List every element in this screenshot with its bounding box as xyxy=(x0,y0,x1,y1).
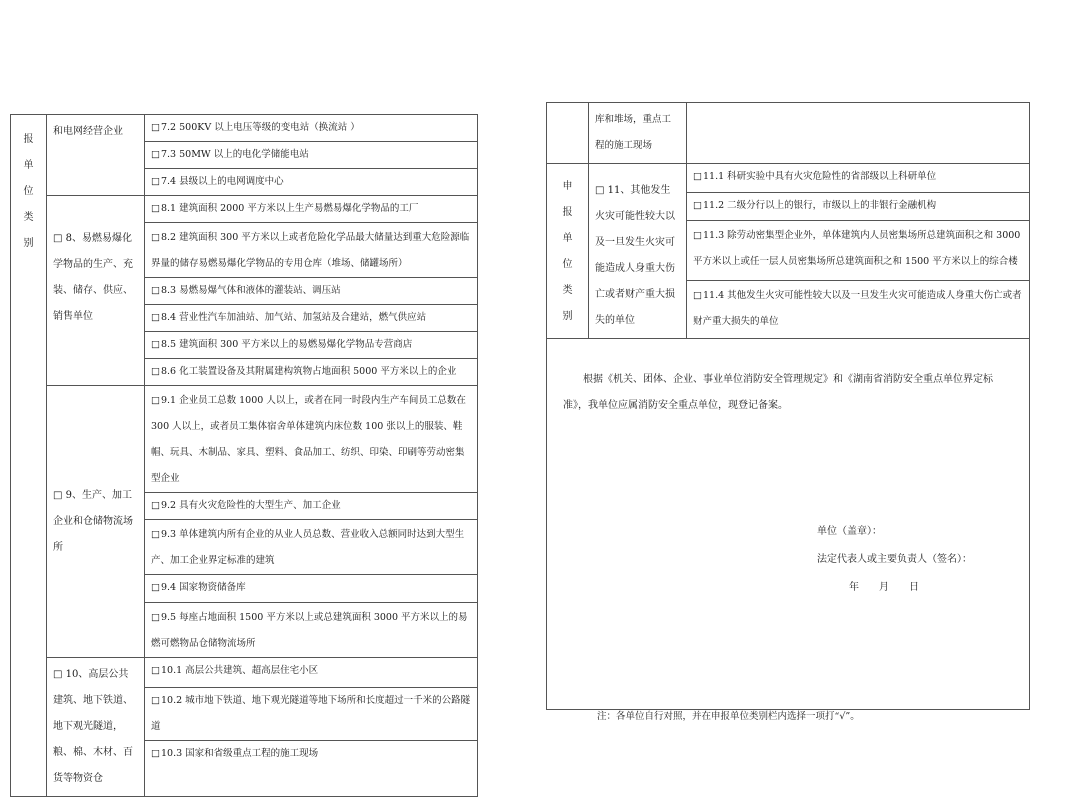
item-10-2[interactable] xyxy=(145,688,478,741)
item-8-6[interactable] xyxy=(145,359,478,386)
right-page xyxy=(546,102,1030,710)
item-9-3[interactable] xyxy=(145,520,478,575)
item-label: 8.2 建筑面积 300 平方米以上或者危险化学品最大储量达到重大危险源临界量的储存易燃易爆化学物品的专用仓库（堆场、储罐场所） xyxy=(151,232,470,269)
group-10[interactable]: □ 10、高层公共建筑、地下铁道、地下观光隧道，粮、棉、木材、百货等物资仓 xyxy=(47,658,145,797)
item-7-2[interactable] xyxy=(145,115,478,142)
category-char: 别 xyxy=(23,238,34,249)
checkbox[interactable]: □ xyxy=(151,122,160,133)
checkbox[interactable]: □ xyxy=(151,176,160,187)
item-label: 11.2 二级分行以上的银行，市级以上的非银行金融机构 xyxy=(702,199,937,211)
right-form-table xyxy=(546,102,1030,710)
item-label: 8.5 建筑面积 300 平方米以上的易燃易爆化学物品专营商店 xyxy=(160,339,413,350)
item-8-5[interactable] xyxy=(145,332,478,359)
checkbox[interactable]: □ xyxy=(151,203,160,214)
item-label: 8.6 化工装置设备及其附属建构筑物占地面积 5000 平方米以上的企业 xyxy=(160,366,457,377)
group-11[interactable]: □ 11、其他发生火灾可能性较大以及一旦发生火灾可能造成人身重大伤亡或者财产重大损失的单位 xyxy=(589,164,687,339)
item-8-1[interactable] xyxy=(145,196,478,223)
item-label: 8.4 营业性汽车加油站、加气站、加氢站及合建站，燃气供应站 xyxy=(160,312,427,323)
category-char: 位 xyxy=(23,186,34,197)
date-day: 日 xyxy=(909,582,919,593)
item-11-4[interactable] xyxy=(687,280,1030,338)
checkbox[interactable]: □ xyxy=(151,665,160,676)
group-8[interactable]: □ 8、易燃易爆化学物品的生产、充装、储存、供应、销售单位 xyxy=(47,196,145,386)
item-9-4[interactable] xyxy=(145,575,478,603)
checkbox[interactable]: □ xyxy=(151,500,160,511)
item-8-3[interactable] xyxy=(145,278,478,305)
item-label: 7.3 50MW 以上的电化学储能电站 xyxy=(160,149,309,160)
item-11-1[interactable] xyxy=(687,164,1030,193)
category-char: 位 xyxy=(562,259,573,270)
item-10-3[interactable] xyxy=(145,741,478,797)
checkbox[interactable]: □ xyxy=(151,695,160,706)
category-char: 单 xyxy=(23,160,34,171)
item-label: 9.2 具有火灾危险性的大型生产、加工企业 xyxy=(160,500,341,511)
checkbox[interactable]: □ xyxy=(693,171,702,182)
category-char: 别 xyxy=(562,311,573,322)
item-10-1[interactable] xyxy=(145,658,478,688)
item-8-4[interactable] xyxy=(145,305,478,332)
representative-signature-label: 法定代表人或主要负责人（签名）： xyxy=(817,554,972,565)
checkbox[interactable]: □ xyxy=(151,612,160,623)
group-power-grid: 和电网经营企业 xyxy=(47,115,145,196)
category-label xyxy=(547,164,589,339)
item-label: 11.1 科研实验中具有火灾危险性的省部级以上科研单位 xyxy=(702,171,937,182)
category-char: 类 xyxy=(23,212,34,223)
unit-seal-label: 单位（盖章）： xyxy=(817,526,882,537)
footnote: 注：各单位自行对照，并在申报单位类别栏内选择一项打“√”。 xyxy=(597,711,860,722)
item-9-2[interactable] xyxy=(145,493,478,520)
checkbox[interactable]: □ xyxy=(151,582,160,593)
item-11-2[interactable] xyxy=(687,192,1030,221)
declaration-cell xyxy=(547,339,1030,710)
item-label: 10.3 国家和省级重点工程的施工现场 xyxy=(160,748,319,759)
checkbox[interactable]: □ xyxy=(151,312,160,323)
group-9[interactable]: □ 9、生产、加工企业和仓储物流场所 xyxy=(47,386,145,658)
item-label: 11.3 除劳动密集型企业外，单体建筑内人员密集场所总建筑面积之和 3000 平方米以上或任一层人员密集场所总建筑面积之和 1500 平方米以上的综合楼 xyxy=(693,230,1021,268)
item-7-3[interactable] xyxy=(145,142,478,169)
checkbox[interactable]: □ xyxy=(693,230,702,242)
item-label: 10.1 高层公共建筑、超高层住宅小区 xyxy=(160,665,319,676)
item-7-4[interactable] xyxy=(145,169,478,196)
category-char: 单 xyxy=(562,233,573,244)
item-label: 9.1 企业员工总数 1000 人以上，或者在同一时段内生产车间员工总数在 300 人以上，或者员工集体宿舍单体建筑内床位数 100 张以上的服装、鞋帽、玩具、木制品、家具、塑料、食品加工、纺织、印染、印刷等劳动密集型企业 xyxy=(151,395,466,484)
group-10-continued: 库和堆场，重点工程的施工现场 xyxy=(589,103,687,164)
category-char: 申 xyxy=(562,181,573,192)
left-page xyxy=(10,114,478,784)
item-label: 9.4 国家物资储备库 xyxy=(160,582,246,593)
checkbox[interactable]: □ xyxy=(693,199,702,211)
category-char: 报 xyxy=(562,207,573,218)
item-11-3[interactable] xyxy=(687,221,1030,280)
item-label: 7.2 500KV 以上电压等级的变电站（换流站 ） xyxy=(160,122,360,133)
checkbox[interactable]: □ xyxy=(693,289,702,301)
checkbox[interactable]: □ xyxy=(151,529,160,540)
category-char: 类 xyxy=(562,285,573,296)
checkbox[interactable]: □ xyxy=(151,285,160,296)
checkbox[interactable]: □ xyxy=(151,395,160,406)
blank-cell xyxy=(687,103,1030,164)
item-9-1[interactable] xyxy=(145,386,478,493)
checkbox[interactable]: □ xyxy=(151,366,160,377)
item-8-2[interactable] xyxy=(145,223,478,278)
checkbox[interactable]: □ xyxy=(151,748,160,759)
checkbox[interactable]: □ xyxy=(151,232,160,243)
date-line xyxy=(849,575,939,601)
item-label: 8.3 易燃易爆气体和液体的灌装站、调压站 xyxy=(160,285,341,296)
item-label: 11.4 其他发生火灾可能性较大以及一旦发生火灾可能造成人身重大伤亡或者财产重大损失的单位 xyxy=(693,289,1022,327)
category-char: 报 xyxy=(23,134,34,145)
item-label: 10.2 城市地下铁道、地下观光隧道等地下场所和长度超过一千米的公路隧道 xyxy=(151,695,471,732)
checkbox[interactable]: □ xyxy=(151,339,160,350)
item-9-5[interactable] xyxy=(145,603,478,658)
date-month: 月 xyxy=(879,582,889,593)
item-label: 9.5 每座占地面积 1500 平方米以上或总建筑面积 3000 平方米以上的易燃可燃物品仓储物流场所 xyxy=(151,612,468,649)
blank-cell xyxy=(547,103,589,164)
item-label: 9.3 单体建筑内所有企业的从业人员总数、营业收入总额同时达到大型生产、加工企业界定标准的建筑 xyxy=(151,529,465,566)
item-label: 8.1 建筑面积 2000 平方米以上生产易燃易爆化学物品的工厂 xyxy=(160,203,419,214)
item-label: 7.4 县级以上的电网调度中心 xyxy=(160,176,284,187)
left-form-table xyxy=(10,114,478,797)
date-year: 年 xyxy=(849,582,859,593)
declaration-text: 根据《机关、团体、企业、事业单位消防安全管理规定》和《湖南省消防安全重点单位界定标准》，我单位应属消防安全重点单位，现登记备案。 xyxy=(563,374,993,411)
category-label xyxy=(11,115,47,797)
checkbox[interactable]: □ xyxy=(151,149,160,160)
